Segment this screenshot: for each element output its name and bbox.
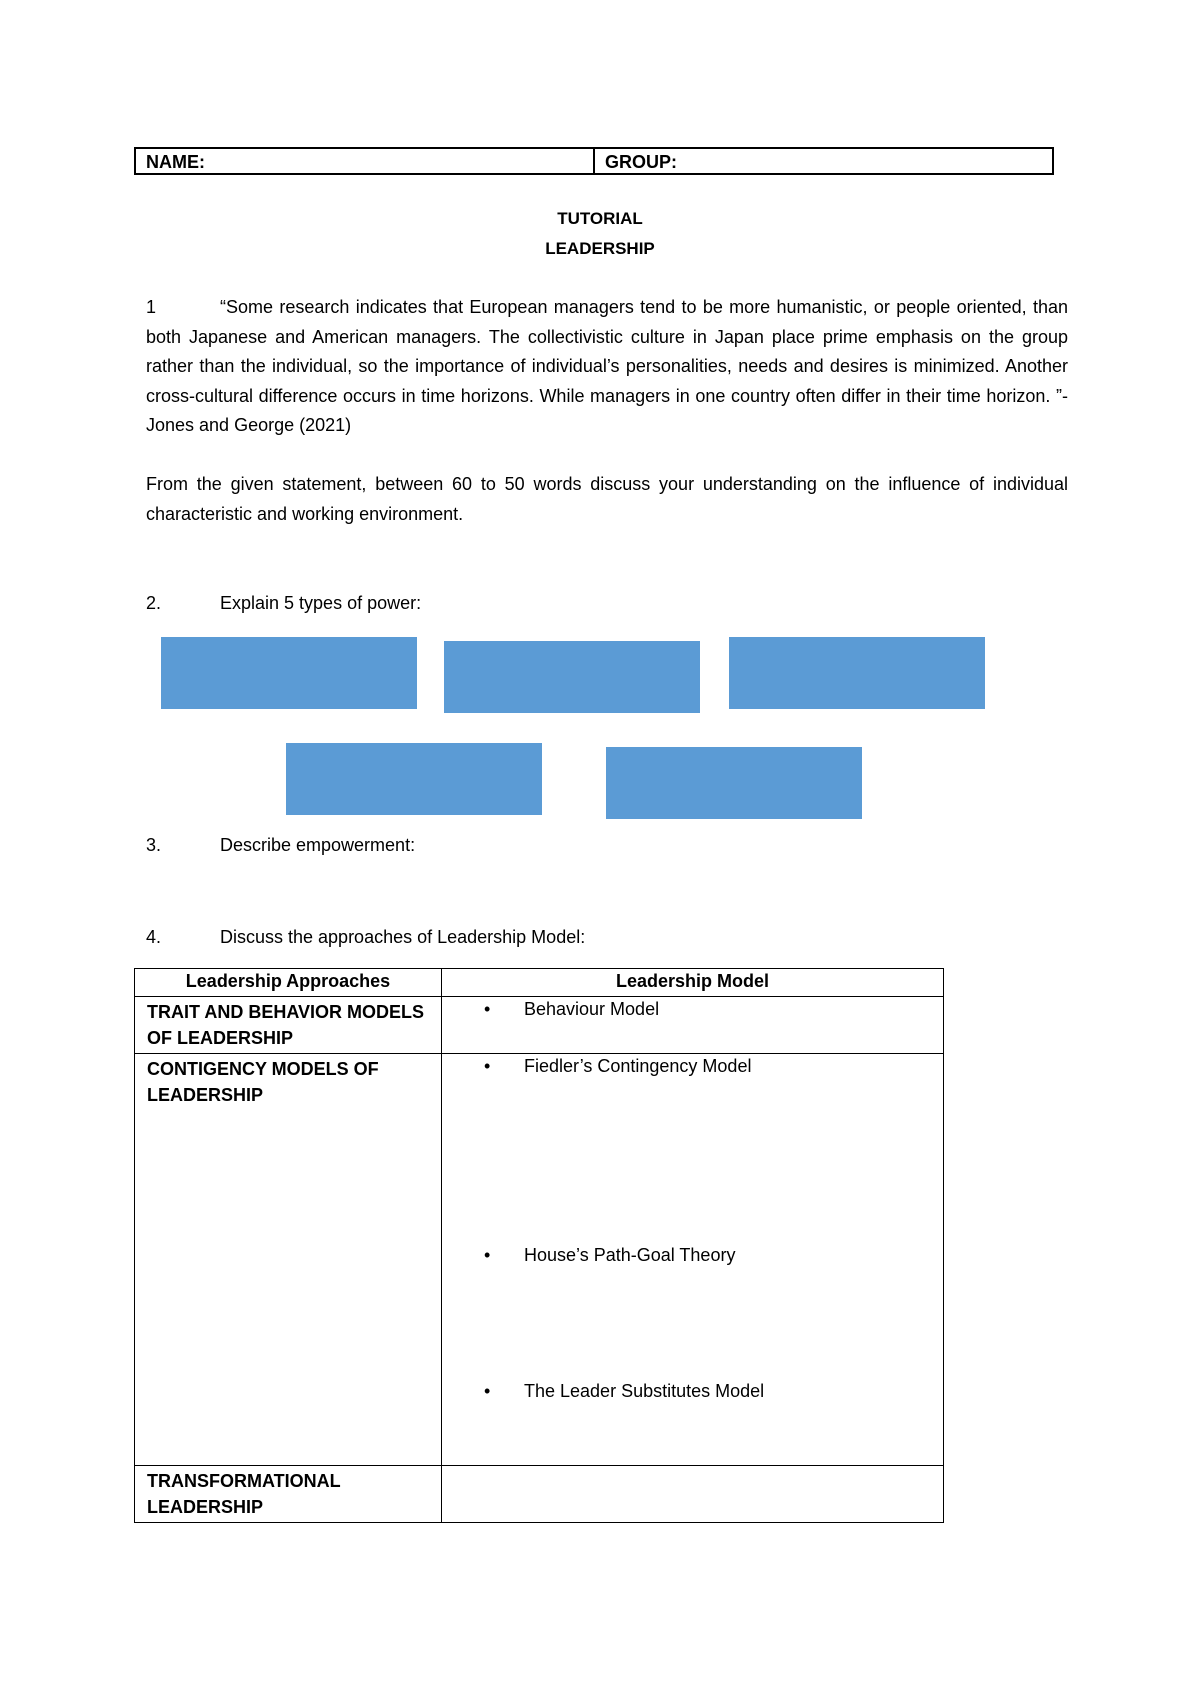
q3-text: Describe empowerment: [220,835,416,855]
q1-prompt: From the given statement, between 60 to 50 words discuss your understanding on the influence of individual characteristic and working environment. [146,474,1068,524]
approach-cell: TRAIT AND BEHAVIOR MODELS OF LEADERSHIP [135,997,442,1054]
document-title: TUTORIAL [557,209,643,228]
table-row [135,1054,944,1466]
list-item [454,999,931,1020]
document-subtitle: LEADERSHIP [545,239,655,258]
q4-text: Discuss the approaches of Leadership Model: [220,927,586,947]
q2-text: Explain 5 types of power: [220,593,422,613]
q3-number: 3. [146,835,162,855]
model-cell[interactable] [442,1054,944,1466]
table-row [135,1466,944,1523]
q1-number: 1 [146,297,157,317]
list-item [454,1056,931,1077]
header-model: Leadership Model [442,969,944,997]
name-group-table [134,147,1054,175]
q2-number: 2. [146,593,162,613]
group-field[interactable]: GROUP: [605,152,677,172]
name-field[interactable]: NAME: [136,149,595,173]
table-row [135,997,944,1054]
power-box-5[interactable] [606,747,862,819]
bullet-icon: • [484,1056,491,1076]
approach-cell: TRANSFORMATIONAL LEADERSHIP [135,1466,442,1523]
bullet-icon: • [484,1245,491,1265]
bullet-icon: • [484,1381,491,1401]
model-label: The Leader Substitutes Model [524,1381,765,1401]
model-label: Behaviour Model [524,999,660,1019]
model-cell[interactable] [442,1466,944,1523]
model-cell[interactable] [442,997,944,1054]
power-box-2[interactable] [444,641,700,713]
power-box-4[interactable] [286,743,542,815]
power-box-3[interactable] [729,637,985,709]
list-item [454,1381,931,1402]
q4-number: 4. [146,927,162,947]
leadership-table [134,968,944,1523]
model-label: Fiedler’s Contingency Model [524,1056,752,1076]
header-approaches: Leadership Approaches [135,969,442,997]
q1-quote: “Some research indicates that European managers tend to be more humanistic, or people oriented, than both Japanese and American managers. The collectivistic culture in Japan place prime emphasis on the group rather than the individual, so the importance of individual’s personalities, needs and desires is minimized. Another cross-cultural difference occurs in time horizons. While managers in one country often differ in their time horizon. ”-Jones and George (2021) [146,297,1068,435]
bullet-icon: • [484,999,491,1019]
model-label: House’s Path-Goal Theory [524,1245,736,1265]
list-item [454,1245,931,1266]
approach-cell: CONTIGENCY MODELS OF LEADERSHIP [135,1054,442,1466]
power-box-1[interactable] [161,637,417,709]
